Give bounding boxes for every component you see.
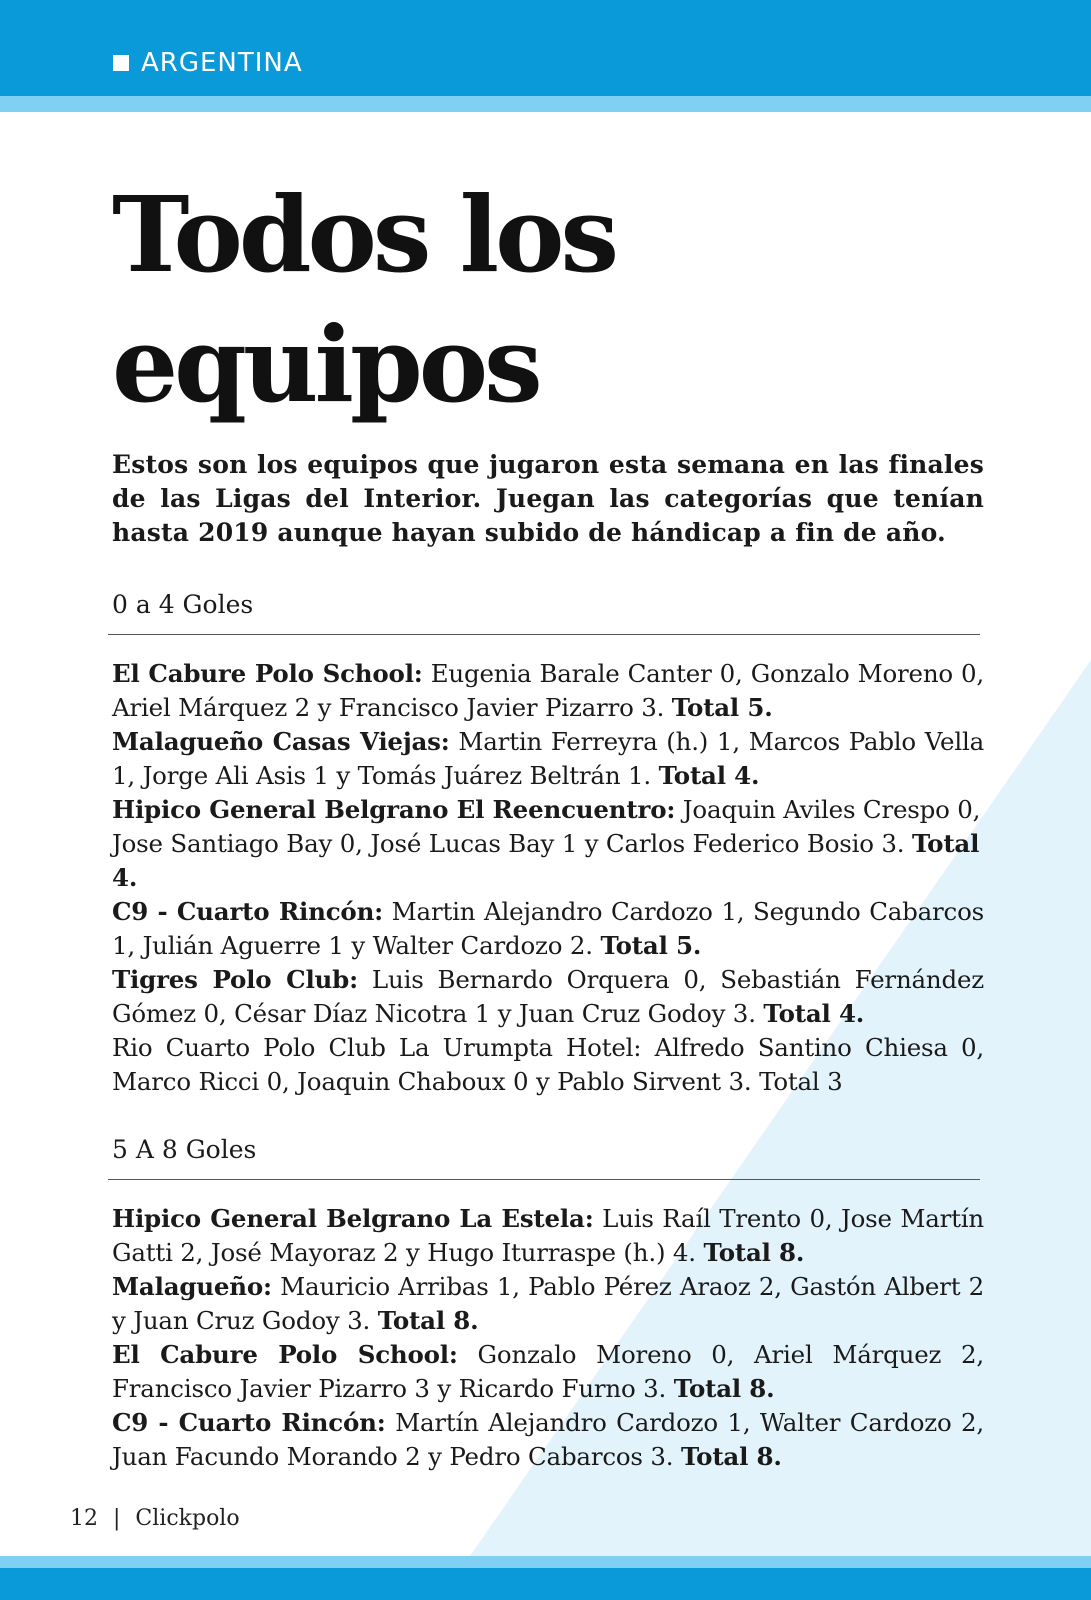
team-entry [112, 963, 984, 1031]
section-5-8-goles [112, 1133, 984, 1474]
team-players: Gonzalo Moreno 0, Ariel Márquez 2, Francisco Javier Pizarro 3 y Ricardo Furno 3. [112, 1340, 984, 1403]
intro-paragraph: Estos son los equipos que jugaron esta semana en las finales de las Ligas del Interior. Juegan las categorías que tenían hasta 2019 aunque hayan subido de hándicap a fin de año. [112, 450, 984, 547]
team-list [112, 657, 984, 1099]
page-number: 12 [70, 1506, 98, 1531]
team-name: El Cabure Polo School: [112, 659, 423, 688]
section-divider [108, 1179, 980, 1180]
team-players: Mauricio Arribas 1, Pablo Pérez Araoz 2, Gastón Albert 2 y Juan Cruz Godoy 3. [112, 1272, 984, 1335]
team-name: Hipico General Belgrano El Reencuentro: [112, 795, 676, 824]
team-players: Martin Ferreyra (h.) 1, Marcos Pablo Vella 1, Jorge Ali Asis 1 y Tomás Juárez Beltrán 1. [112, 727, 984, 790]
team-total: Total 8. [703, 1238, 805, 1267]
team-entry [112, 793, 984, 895]
team-total: Total 8. [673, 1374, 775, 1403]
team-players: Luis Bernardo Orquera 0, Sebastián Fernández Gómez 0, César Díaz Nicotra 1 y Juan Cruz Godoy 3. [112, 965, 984, 1028]
footer-band [0, 1568, 1091, 1600]
team-players: Joaquin Aviles Crespo 0, Jose Santiago Bay 0, José Lucas Bay 1 y Carlos Federico Bosio 3. [112, 795, 981, 858]
section-0-4-goles [112, 588, 984, 1099]
team-players: Luis Raíl Trento 0, Jose Martín Gatti 2, José Mayoraz 2 y Hugo Iturraspe (h.) 4. [112, 1204, 985, 1267]
team-players: Martín Alejandro Cardozo 1, Walter Cardozo 2, Juan Facundo Morando 2 y Pedro Cabarcos 3. [112, 1408, 985, 1471]
team-total: Total 8. [680, 1442, 782, 1471]
section-heading: 0 a 4 Goles [112, 590, 254, 619]
section-label: ARGENTINA [141, 48, 303, 78]
team-name: Malagueño Casas Viejas: [112, 727, 450, 756]
publication-name: Clickpolo [135, 1506, 240, 1531]
team-name: Rio Cuarto Polo Club La Urumpta Hotel: [112, 1033, 642, 1062]
team-total: Total 5. [671, 693, 773, 722]
team-name: El Cabure Polo School: [112, 1340, 458, 1369]
team-total: Total 4. [658, 761, 760, 790]
team-total: Total 4. [112, 829, 980, 892]
team-entry [112, 1202, 984, 1270]
team-entry [112, 1338, 984, 1406]
team-name: Malagueño: [112, 1272, 272, 1301]
team-name: C9 - Cuarto Rincón: [112, 1408, 386, 1437]
section-divider [108, 634, 980, 635]
team-entry [112, 657, 984, 725]
team-entry [112, 1031, 984, 1099]
team-players: Alfredo Santino Chiesa 0, Marco Ricci 0, Joaquin Chaboux 0 y Pablo Sirvent 3. [112, 1033, 984, 1096]
team-total: Total 8. [377, 1306, 479, 1335]
footer-separator: | [113, 1506, 121, 1531]
team-entry [112, 895, 984, 963]
page-title: Todos los equipos [112, 173, 616, 426]
page-footer [70, 1506, 240, 1531]
footer-stripe [0, 1556, 1091, 1568]
section-heading: 5 A 8 Goles [112, 1135, 257, 1164]
team-total: Total 3 [759, 1067, 843, 1096]
team-name: C9 - Cuarto Rincón: [112, 897, 384, 926]
team-name: Hipico General Belgrano La Estela: [112, 1204, 594, 1233]
team-list [112, 1202, 984, 1474]
team-total: Total 5. [600, 931, 702, 960]
team-players: Martin Alejandro Cardozo 1, Segundo Cabarcos 1, Julián Aguerre 1 y Walter Cardozo 2. [112, 897, 985, 960]
team-total: Total 4. [763, 999, 865, 1028]
team-players: Eugenia Barale Canter 0, Gonzalo Moreno 0, Ariel Márquez 2 y Francisco Javier Pizarro 3. [112, 659, 984, 722]
team-entry [112, 1270, 984, 1338]
team-entry [112, 1406, 984, 1474]
team-name: Tigres Polo Club: [112, 965, 358, 994]
team-entry [112, 725, 984, 793]
article [112, 170, 984, 1474]
